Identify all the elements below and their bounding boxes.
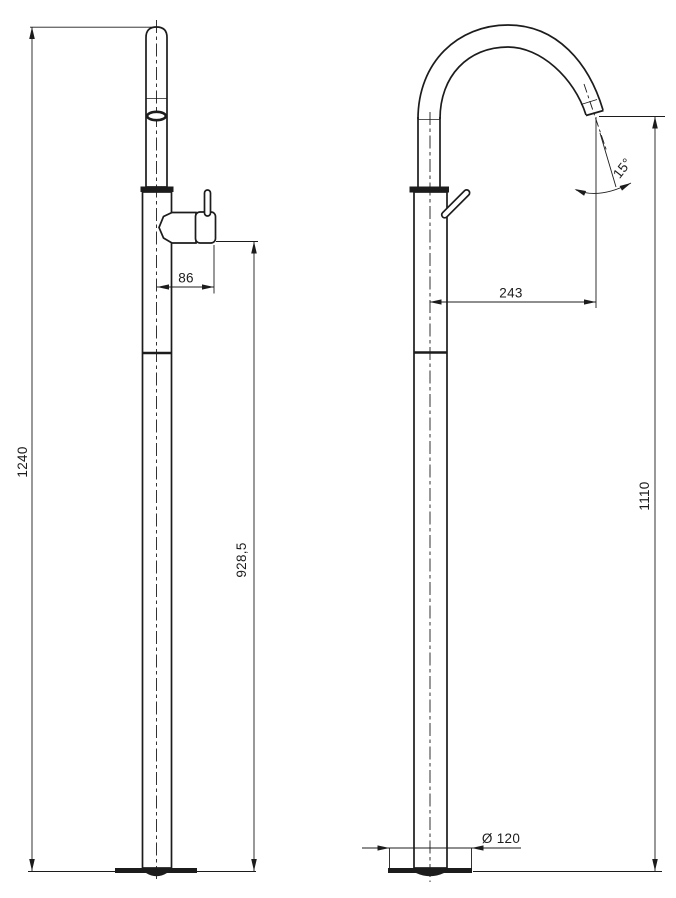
front-gooseneck-inner [440,47,586,119]
side-base-plate [115,868,197,873]
angle-arrow-right [620,183,631,191]
dim-1240-arrow-up [29,27,35,39]
side-view-dimensions [15,27,258,872]
front-column [414,192,447,868]
side-base-foot [146,873,167,876]
angle-axis-line [600,133,616,187]
side-handle-pin [205,190,211,216]
front-collar [410,187,450,193]
angle-label: 15° [609,155,635,182]
dim-9285-arrow-down [251,859,257,871]
front-base-foot [416,873,444,876]
dim-243-label: 243 [499,285,523,301]
dim-9285-label: 928,5 [234,542,249,578]
front-view [388,25,604,882]
dim-diameter-arrow-left [378,845,390,850]
dim-1240-arrow-down [29,859,35,871]
side-collar [141,187,174,193]
dim-9285-arrow-up [251,242,257,254]
dim-1110-label: 1110 [637,481,652,511]
front-view-dimensions [362,84,665,872]
dim-1240-label: 1240 [15,446,30,478]
dim-86-arrow-right [202,284,214,289]
side-outlet-ellipse [147,112,166,120]
side-view [115,20,216,882]
angle-arrow-left [575,189,587,196]
front-base-plate [388,868,472,873]
side-handle-body [159,213,196,244]
dim-1110-arrow-down [652,859,658,871]
side-column [143,192,172,868]
dim-86-label: 86 [178,270,194,286]
dim-diameter-arrow-right [472,845,484,850]
dim-243-arrow-right [584,299,596,304]
angle-axis-dashdot [584,84,607,152]
dim-diameter-label: Ø 120 [481,831,521,846]
dim-1110-arrow-up [652,117,658,129]
side-handle-block [196,212,216,243]
front-spout-joint-line [581,100,597,105]
front-gooseneck-outer [418,25,603,119]
